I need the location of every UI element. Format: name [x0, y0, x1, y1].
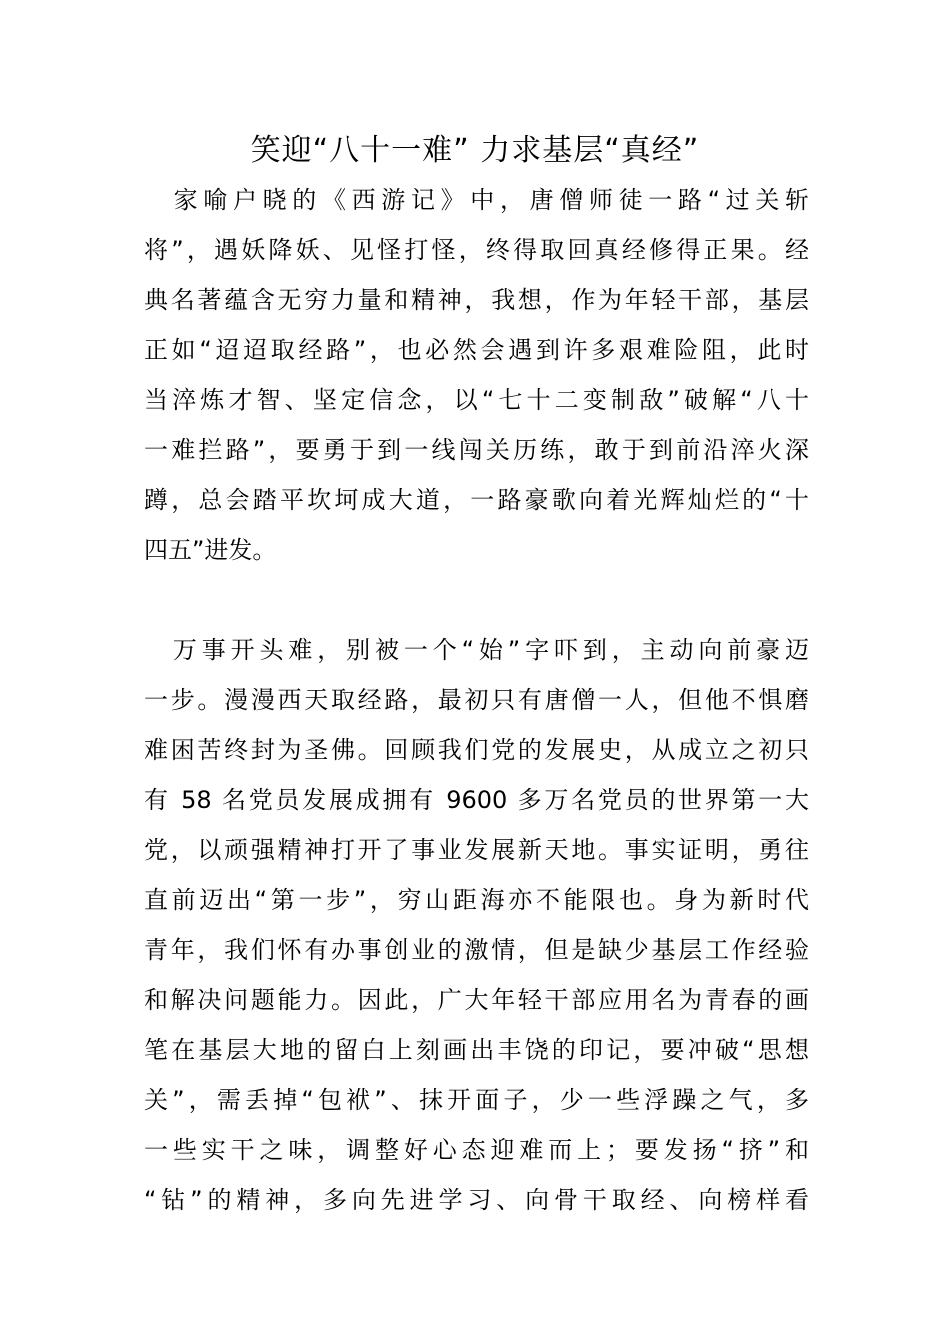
document-title: 笑迎“八十一难” 力求基层“真经”: [250, 133, 700, 168]
paragraph-1-line-2: 将”，遇妖降妖、见怪打怪，终得取回真经修得正果。经: [144, 236, 809, 264]
paragraph-2-line-4: 有 58 名党员发展成拥有 9600 多万名党员的世界第一大: [144, 786, 809, 814]
paragraph-1-line-3: 典名著蕴含无穷力量和精神，我想，作为年轻干部，基层: [144, 286, 809, 314]
paragraph-2-line-2: 一步。漫漫西天取经路，最初只有唐僧一人，但他不惧磨: [144, 686, 809, 714]
paragraph-2-line-8: 和解决问题能力。因此，广大年轻干部应用名为青春的画: [144, 986, 809, 1014]
paragraph-1-line-8: 四五”进发。: [144, 536, 277, 564]
paragraph-2-line-10: 关”，需丢掉“包袱”、抹开面子，少一些浮躁之气，多: [144, 1086, 809, 1114]
paragraph-1-line-7: 蹲，总会踏平坎坷成大道，一路豪歌向着光辉灿烂的“十: [144, 486, 809, 514]
paragraph-2-line-12: “钻”的精神，多向先进学习、向骨干取经、向榜样看: [144, 1186, 809, 1214]
paragraph-2-line-9: 笔在基层大地的留白上刻画出丰饶的印记，要冲破“思想: [144, 1036, 809, 1064]
paragraph-2-line-5: 党，以顽强精神打开了事业发展新天地。事实证明，勇往: [144, 836, 809, 864]
paragraph-1-line-6: 一难拦路”，要勇于到一线闯关历练，敢于到前沿淬火深: [144, 436, 809, 464]
paragraph-1-line-5: 当淬炼才智、坚定信念，以“七十二变制敌”破解“八十: [144, 386, 809, 414]
paragraph-2-line-6: 直前迈出“第一步”，穷山距海亦不能限也。身为新时代: [144, 886, 809, 914]
paragraph-1-line-4: 正如“迢迢取经路”，也必然会遇到许多艰难险阻，此时: [144, 336, 809, 364]
paragraph-1-line-1: 家喻户晓的《西游记》中，唐僧师徒一路“过关斩: [144, 186, 809, 214]
paragraph-2-line-7: 青年，我们怀有办事创业的激情，但是缺少基层工作经验: [144, 936, 809, 964]
paragraph-2-line-3: 难困苦终封为圣佛。回顾我们党的发展史，从成立之初只: [144, 736, 809, 764]
paragraph-2-line-1: 万事开头难，别被一个“始”字吓到，主动向前豪迈: [144, 636, 809, 664]
paragraph-2-line-11: 一些实干之味，调整好心态迎难而上；要发扬“挤”和: [144, 1136, 809, 1164]
